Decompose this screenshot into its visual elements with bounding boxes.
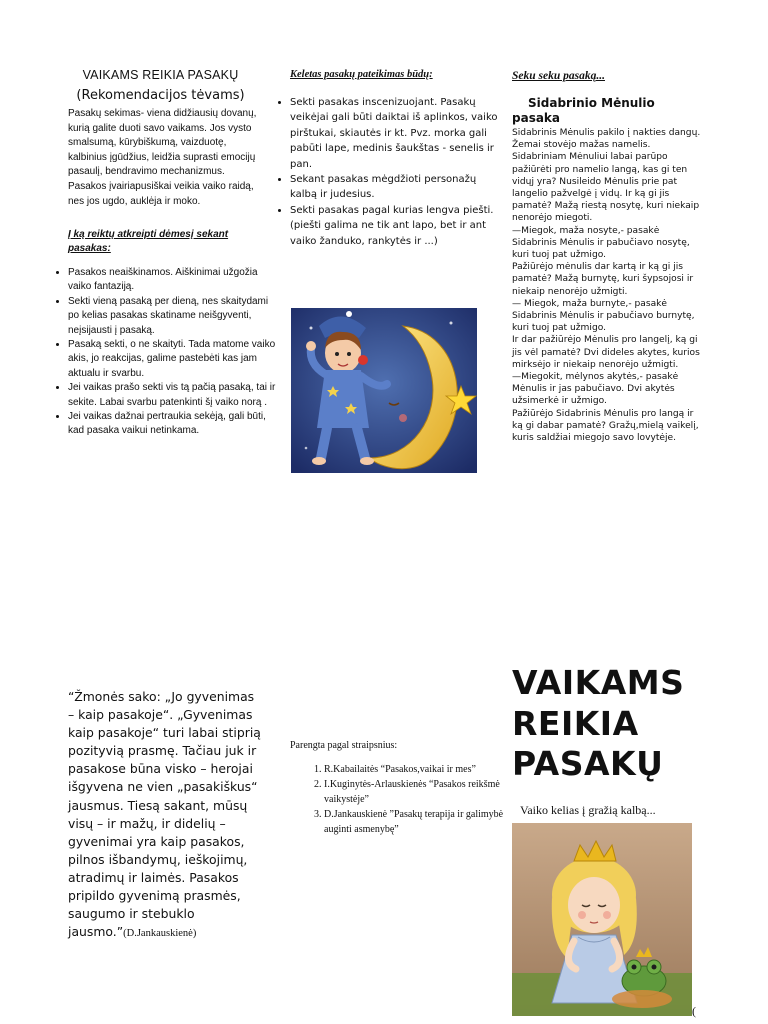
quote-text: “Žmonės sako: „Jo gyvenimas – kaip pasakoje“. „Gyvenimas kaip pasakoje“ turi labai stiprią pozityvią prasmę. Tačiau juk ir pasakose būna visko – herojai išgyvena ne vien „pasakiškus“ jausmus. Tiesą sakant, mūsų visų – ir mažų, ir didelių – gyvenimai yra kaip pasakos, pilnos išbandymų, ieškojimų, atradimų ir laimės. Pasakos pripildo gyvenimą prasmės, saugumo ir stebuklo jausmo.”	[68, 689, 261, 940]
story-title: Sidabrinio Mėnulio pasaka	[512, 96, 655, 125]
cover-title-line: REIKIA	[512, 703, 639, 743]
story-paragraph: Ir dar pažiūrėjo Mėnulis pro langelį, ką gi jis vėl pamatė? Dvi dideles akytes, kurios mirksėjo ir niekaip nenorėjo užmigti.	[512, 335, 700, 370]
list-item: • Sekti pasakas inscenizuojant. Pasakų veikėjai gali būti daiktai iš aplinkos, vaiko pirštukai, skiautės ir kt. Pvz. morka gali pabūti lape, medinis šaukštas - senelis ir pan.	[290, 95, 500, 172]
list-item: • Pasaką sekti, o ne skaityti. Tada matome vaiko akis, jo reakcijas, galime pastebėti kas jam aktualu ir svarbu.	[68, 338, 278, 381]
list-item: • Sekant pasakas mėgdžioti personažų kalbą ir judesius.	[290, 172, 500, 203]
story-paragraph: Pažiūrėjo Sidabrinis Mėnulis pro langą ir ką gi dabar pamatė? Gražų,mielą vaikelį, kuris saldžiai miegojo savo lovytėje.	[512, 408, 699, 444]
intro-paragraph: Pasakų sekimas- viena didžiausių dovanų, kurią galite duoti savo vaikams. Jos vysto smalsumą, kūrybiškumą, vaizduotę, kalbinius įgūdžius, leidžia suprasti emocijų pasaulį, bendravimo mechanizmus. Pasakos įvairiapusiškai veikia vaiko raidą, nes jos ugdo, auklėja ir moko.	[68, 108, 257, 207]
list-item: 3. D.Jankauskienė ”Pasakų terapija ir galimybė auginti asmenybę”	[324, 807, 514, 837]
list-item: • Sekti vieną pasaką per dieną, nes skaitydami po kelias pasakas skatiname neišgyventi, neįsijausti į pasaką.	[68, 295, 278, 338]
sources-list	[290, 762, 514, 837]
tips-heading: Į ką reiktų atkreipti dėmesį sekant pasakas:	[68, 229, 229, 254]
quote-author: (D.Jankauskienė)	[123, 928, 197, 940]
cover-title-line: VAIKAMS	[512, 663, 685, 702]
list-item: • Jei vaikas dažnai pertraukia sekėją, gali būti, kad pasaka vaikui netinkama.	[68, 410, 278, 439]
brochure-subtitle: (Rekomendacijos tėvams)	[76, 88, 245, 103]
methods-list	[270, 95, 500, 249]
story-paragraph: —Miegok, maža nosyte,- pasakė Sidabrinis Mėnulis ir pabučiavo nosytę, kuri tuoj pat užmigo.	[512, 225, 690, 261]
list-item: • Jei vaikas prašo sekti vis tą pačią pasaką, tai ir sekite. Labai svarbu patenkinti šį vaiko norą .	[68, 381, 278, 410]
list-item: 1. R.Kabailaitės “Pasakos,vaikai ir mes”	[324, 762, 514, 777]
cover-title-line: PASAKŲ	[512, 744, 664, 783]
quote-block	[68, 688, 263, 943]
list-item: • Sekti pasakas pagal kurias lengva piešti. (piešti galima ne tik ant lapo, bet ir ant vaiko žanduko, rankytės ir ...)	[290, 203, 500, 249]
brochure-title: VAIKAMS REIKIA PASAKŲ	[82, 68, 239, 82]
story-text	[512, 127, 704, 444]
story-paragraph: Pažiūrėjo mėnulis dar kartą ir ką gi jis pamatė? Mažą burnytę, kuri šypsojosi ir niekaip nenorėjo užmigti.	[512, 262, 694, 297]
tips-list	[48, 266, 278, 439]
methods-heading: Keletas pasakų pateikimas būdų:	[290, 69, 433, 80]
story-section-heading: Seku seku pasaką...	[512, 70, 605, 82]
list-item: 2. I.Kuginytės-Arlauskienės “Pasakos reikšmė vaikystėje”	[324, 777, 514, 807]
princess-frog-illustration	[512, 823, 692, 1016]
cover-title	[512, 663, 732, 785]
stray-parenthesis: (	[692, 1004, 696, 1018]
moon-child-illustration	[291, 308, 477, 473]
story-paragraph: —Miegokit, mėlynos akytės,- pasakė Mėnulis ir jas pabučiavo. Dvi akytės užsimerkė ir užmigo.	[512, 372, 679, 407]
story-paragraph: — Miegok, maža burnyte,- pasakė Sidabrinis Mėnulis ir pabučiavo burnytę, kuri tuoj pat užmigo.	[512, 298, 695, 334]
cover-subtitle: Vaiko kelias į gražią kalbą...	[520, 803, 656, 817]
sources-title: Parengta pagal straipsnius:	[290, 740, 398, 751]
list-item: • Pasakos neaiškinamos. Aiškinimai užgožia vaiko fantaziją.	[68, 266, 278, 295]
story-paragraph: Sidabrinis Mėnulis pakilo į nakties dangų. Žemai stovėjo mažas namelis. Sidabriniam Mėnuliui labai parūpo pažiūrėti pro namelio langą, kas gi ten vidųj yra? Nusileido Mėnulis prie pat langelio pažvelgė į vidų. Ir ką gi jis pamatė? Mažą riestą nosytę, kuri niekaip nenorėjo miegoti.	[512, 128, 701, 224]
